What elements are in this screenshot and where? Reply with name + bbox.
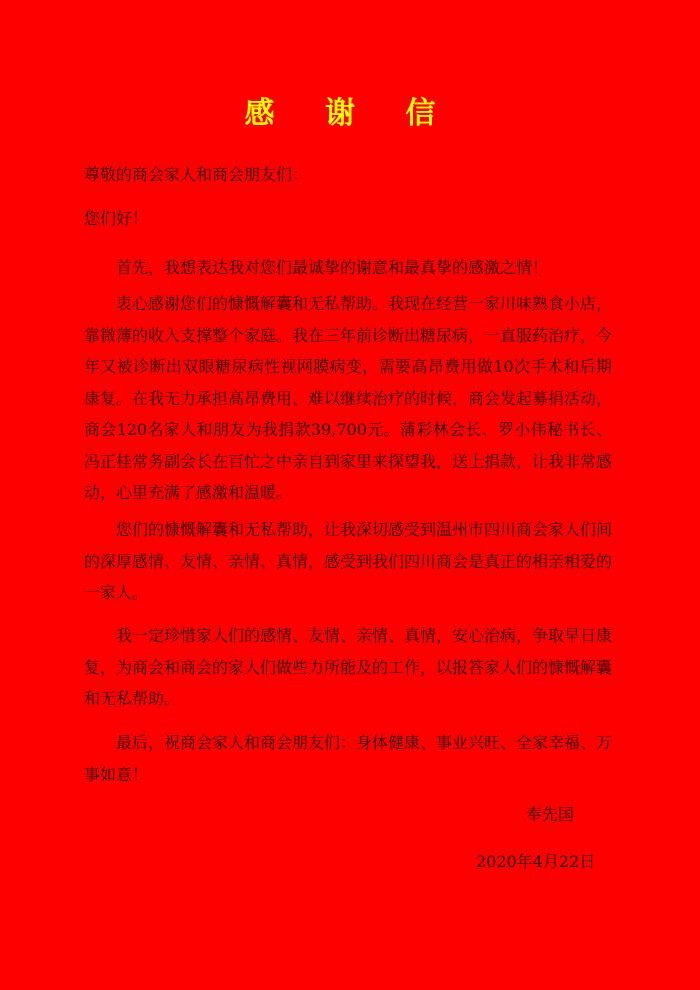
paragraph-opening: 首先，我想表达我对您们最诚挚的谢意和最真挚的感激之情！ <box>116 258 549 277</box>
letter-title: 感 谢 信 <box>244 96 456 131</box>
paragraph-promise: 我一定珍惜家人们的感情、友情、亲情、真情，安心治病，争取早日康复，为商会和商会的家人们做些力所能及的工作，以报答家人们的慷慨解囊和无私帮助。 <box>84 626 613 708</box>
paragraph-feelings: 您们的慷慨解囊和无私帮助，让我深切感受到温州市四川商会家人们间的深厚感情、友情、亲情、真情，感受到我们四川商会是真正的相亲相爱的一家人。 <box>84 520 613 602</box>
paragraph-gratitude-details: 衷心感谢您们的慷慨解囊和无私帮助。我现在经营一家川味熟食小店，靠微薄的收入支撑整个家庭。我在三年前诊断出糖尿病，一直服药治疗，今年又被诊断出双眼糖尿病性视网膜病变，需要高昂费用做10次手术和后期康复。在我无力承担高昂费用、难以继续治疗的时候，商会发起募捐活动，商会120名家人和朋友为我捐款39,700元。蒲彩林会长、罗小伟秘书长、冯正桂常务副会长在百忙之中亲自到家里来探望我，送上捐款，让我非常感动，心里充满了感激和温暖。 <box>84 294 613 502</box>
greeting: 您们好！ <box>84 209 149 228</box>
salutation: 尊敬的商会家人和商会朋友们： <box>84 165 309 184</box>
paragraph-closing-wishes: 最后，祝商会家人和商会朋友们：身体健康、事业兴旺、全家幸福、万事如意！ <box>84 733 613 784</box>
signature-date: 2020年4月22日 <box>476 852 596 871</box>
signature-name: 奉先国 <box>526 805 575 824</box>
